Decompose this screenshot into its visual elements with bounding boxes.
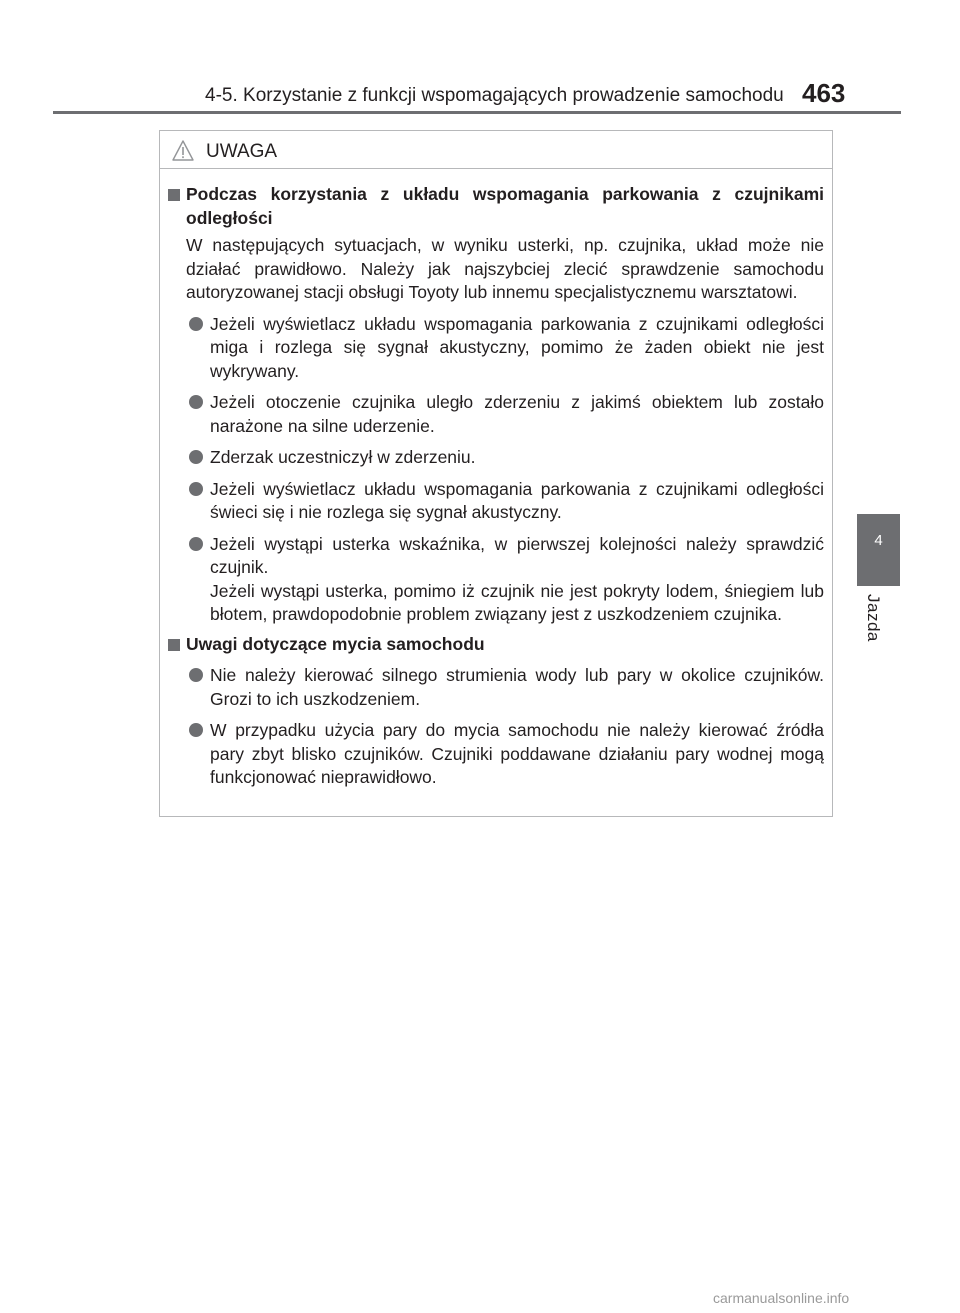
round-bullet-icon xyxy=(189,537,203,551)
watermark: carmanualsonline.info xyxy=(713,1290,850,1306)
list-item xyxy=(168,446,824,470)
list-item-text: Zderzak uczestniczył w zderzeniu. xyxy=(210,447,476,467)
round-bullet-icon xyxy=(189,317,203,331)
warning-title: UWAGA xyxy=(206,141,278,162)
square-bullet-icon xyxy=(168,189,180,201)
list-item xyxy=(168,664,824,711)
round-bullet-icon xyxy=(189,723,203,737)
list-item-text: Jeżeli wyświetlacz układu wspomagania parkowania z czujnikami odległości miga i rozlega się sygnał akustyczny, pomimo że żaden obiekt nie jest wykrywany. xyxy=(210,313,824,381)
warning-title-bar xyxy=(160,131,832,169)
section-header: 4-5. Korzystanie z funkcji wspomagających prowadzenie samochodu xyxy=(205,85,784,106)
round-bullet-icon xyxy=(189,668,203,682)
section-heading xyxy=(168,633,824,657)
square-bullet-icon xyxy=(168,639,180,651)
warning-content xyxy=(168,183,824,790)
section-paragraph: W następujących sytuacjach, w wyniku usterki, np. czujnika, układ może nie działać prawidłowo. Należy jak najszybciej zlecić sprawdzenie samochodu autoryzowanej stacji obsługi Toyoty lub innemu specjalistycznemu warsztatowi. xyxy=(186,235,824,302)
list-item-text: Jeżeli wystąpi usterka wskaźnika, w pierwszej kolejności należy sprawdzić czujnik. xyxy=(210,533,824,577)
warning-box xyxy=(159,130,833,817)
list-item-text: Jeżeli otoczenie czujnika uległo zderzeniu z jakimś obiektem lub zostało narażone na silne uderzenie. xyxy=(210,392,824,436)
list-item-text: W przypadku użycia pary do mycia samochodu nie należy kierować źródła pary zbyt blisko czujników. Czujniki poddawane działaniu pary wodnej mogą funkcjonować nieprawidłowo. xyxy=(210,720,824,787)
chapter-label: Jazda xyxy=(864,594,883,642)
section-heading-text: Podczas korzystania z układu wspomagania parkowania z czujnikami odległości xyxy=(186,184,824,228)
round-bullet-icon xyxy=(189,395,203,409)
header-rule xyxy=(53,111,901,114)
list-item-text: Nie należy kierować silnego strumienia wody lub pary w okolice czujników. Grozi to ich uszkodzeniem. xyxy=(210,665,824,709)
chapter-number: 4 xyxy=(874,532,883,549)
list-item xyxy=(168,391,824,438)
list-item xyxy=(168,313,824,384)
page-number: 463 xyxy=(802,78,846,108)
section-heading xyxy=(168,183,824,230)
chapter-tab xyxy=(857,514,900,586)
round-bullet-icon xyxy=(189,450,203,464)
list-item xyxy=(168,533,824,627)
round-bullet-icon xyxy=(189,482,203,496)
warning-triangle-icon xyxy=(172,140,194,162)
list-item-text: Jeżeli wyświetlacz układu wspomagania parkowania z czujnikami odległości świeci się i nie rozlega się sygnał akustyczny. xyxy=(210,478,824,522)
section-heading-text: Uwagi dotyczące mycia samochodu xyxy=(186,633,485,654)
list-item xyxy=(168,478,824,525)
list-item-extra-text: Jeżeli wystąpi usterka, pomimo iż czujnik nie jest pokryty lodem, śniegiem lub błotem, prawdopodobnie problem związany jest z uszkodzeniem czujnika. xyxy=(210,580,824,624)
list-item xyxy=(168,719,824,790)
